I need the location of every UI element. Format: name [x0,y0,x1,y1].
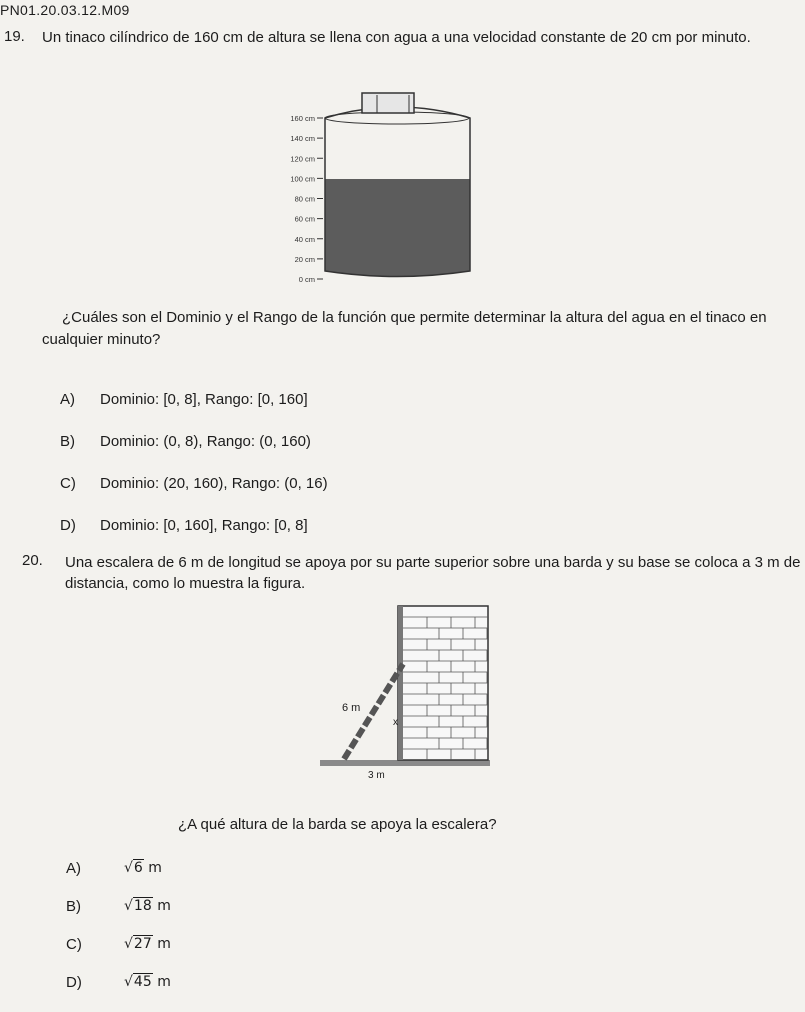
q20-option-c-letter[interactable]: C) [66,936,82,953]
tank-figure [265,88,495,288]
q20-option-a-unit: m [148,860,162,876]
q19-option-b-letter[interactable]: B) [60,433,75,450]
q19-option-c-letter[interactable]: C) [60,475,76,492]
question-19-text-line1: ¿Cuáles son el Dominio y el Rango de la función que permite determinar la altura del agua en el tinaco en [62,309,767,326]
question-19-statement: Un tinaco cilíndrico de 160 cm de altura se llena con agua a una velocidad constante de 20 cm por minuto. [42,29,751,46]
ground [320,760,490,766]
q20-option-c-radicand: 27 [133,936,152,952]
q20-option-b-letter[interactable]: B) [66,898,81,915]
sqrt-symbol: √18 [124,898,152,914]
question-20-text: ¿A qué altura de la barda se apoya la escalera? [178,816,497,833]
question-19-text-line2: cualquier minuto? [42,331,161,348]
tank-scale-label: 20 cm [294,254,315,264]
base-label: 3 m [368,770,385,781]
exam-code: PN01.20.03.12.M09 [0,2,130,18]
q20-option-b-radicand: 18 [133,898,152,914]
sqrt-symbol: √27 [124,936,152,952]
tank-scale-label: 0 cm [298,275,315,284]
q20-option-a-letter[interactable]: A) [66,860,81,877]
q20-option-d-value [124,974,171,990]
tank-scale-label: 120 cm [290,154,315,164]
wall-edge [398,606,403,760]
height-label: x [393,717,398,728]
tank-scale-label: 40 cm [294,234,315,244]
q19-option-a-text: Dominio: [0, 8], Rango: [0, 160] [100,391,308,408]
tank-scale-label: 60 cm [294,214,315,224]
q20-option-a-value [124,860,162,876]
question-20-number: 20. [22,552,43,569]
q19-option-a-letter[interactable]: A) [60,391,75,408]
sqrt-symbol: √6 [124,860,143,876]
tank-scale [290,114,323,284]
q20-option-c-unit: m [157,936,171,952]
tank-scale-label: 160 cm [290,114,315,123]
q20-option-b-value [124,898,171,914]
tank-lid [362,93,414,113]
q20-option-d-unit: m [157,974,171,990]
ladder-label: 6 m [342,702,361,714]
q19-option-c-text: Dominio: (20, 160), Rango: (0, 16) [100,475,328,492]
q20-option-d-radicand: 45 [133,974,152,990]
q20-option-d-letter[interactable]: D) [66,974,82,991]
q20-option-c-value [124,936,171,952]
question-20-statement-line1: Una escalera de 6 m de longitud se apoya por su parte superior sobre una barda y su base se coloca a 3 m de [65,554,801,571]
q20-option-a-radicand: 6 [133,860,143,876]
ladder-figure [320,600,500,800]
tank-scale-label: 80 cm [294,194,315,204]
question-20-statement-line2: distancia, como lo muestra la figura. [65,575,306,592]
tank-scale-label: 100 cm [290,174,315,184]
q19-option-b-text: Dominio: (0, 8), Rango: (0, 160) [100,433,311,450]
question-19-number: 19. [4,28,25,45]
q19-option-d-letter[interactable]: D) [60,517,76,534]
tank-scale-label: 140 cm [290,134,315,144]
sqrt-symbol: √45 [124,974,152,990]
q20-option-b-unit: m [157,898,171,914]
tank-water [325,179,470,277]
q19-option-d-text: Dominio: [0, 160], Rango: [0, 8] [100,517,308,534]
